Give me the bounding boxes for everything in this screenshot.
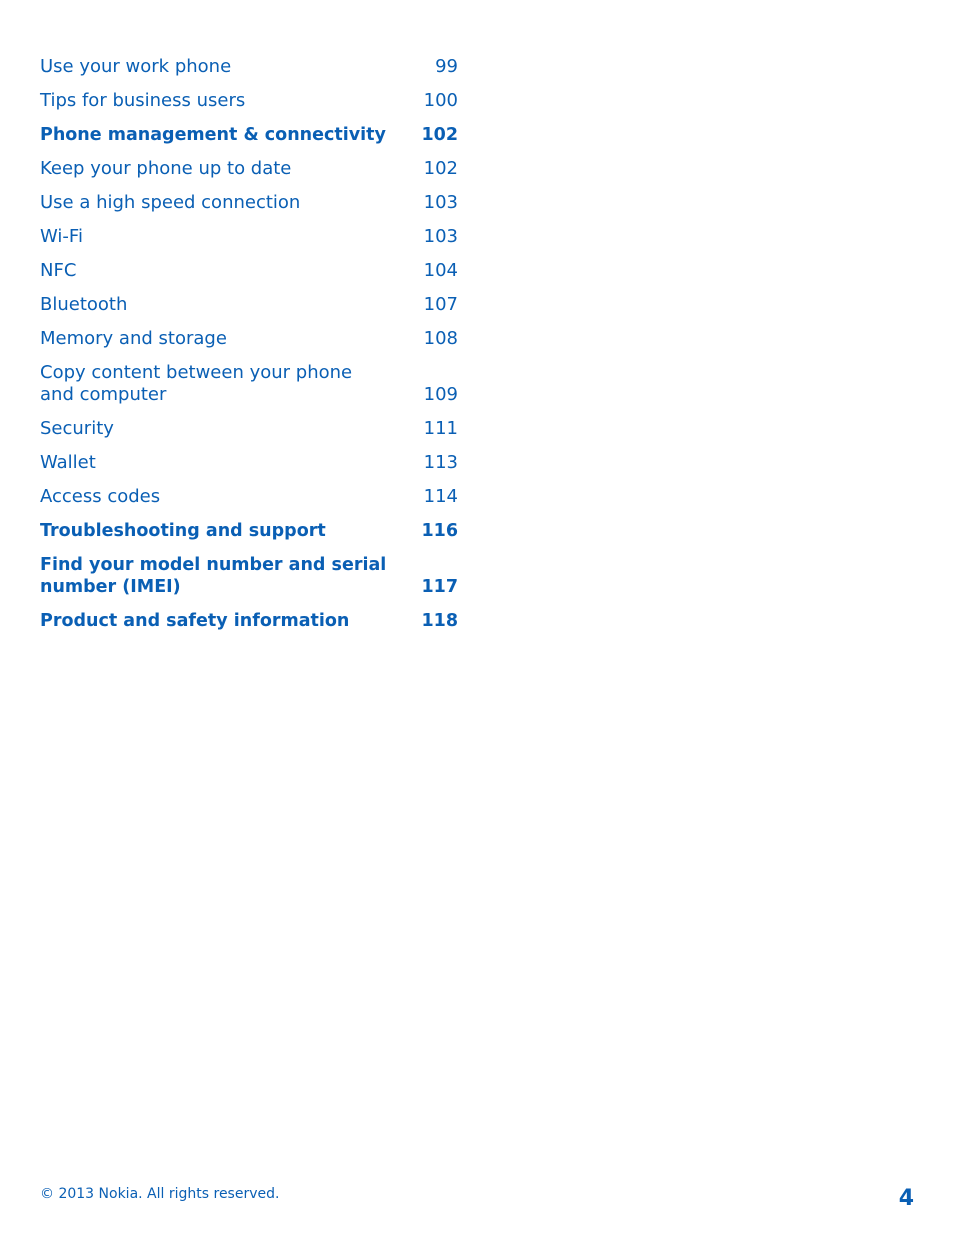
toc-entry[interactable]: [40, 158, 458, 180]
toc-entry-title: Copy content between your phone and computer: [40, 362, 353, 405]
toc-entry[interactable]: [40, 452, 458, 474]
toc-entry-title: Bluetooth: [40, 294, 128, 315]
toc-entry-title: Tips for business users: [40, 90, 246, 111]
toc-entry-page: 113: [423, 452, 458, 473]
toc-entry[interactable]: [40, 362, 458, 406]
toc-entry[interactable]: [40, 294, 458, 316]
toc-entry-title: Find your model number and serial number (IMEI): [40, 555, 387, 597]
toc-section-heading[interactable]: [40, 554, 458, 598]
toc-entry[interactable]: [40, 56, 458, 78]
toc-entry-page: 107: [423, 294, 458, 315]
toc-entry-title: Access codes: [40, 486, 161, 507]
toc-entry-page: 109: [423, 384, 458, 405]
copyright-notice: © 2013 Nokia. All rights reserved.: [40, 1186, 280, 1202]
toc-entry-title: Wallet: [40, 452, 96, 473]
toc-entry-page: 104: [423, 260, 458, 281]
toc-entry[interactable]: [40, 486, 458, 508]
table-of-contents: [40, 56, 458, 644]
toc-entry[interactable]: [40, 418, 458, 440]
toc-entry-page: 111: [423, 418, 458, 439]
toc-section-heading[interactable]: [40, 610, 458, 632]
toc-entry-page: 102: [423, 158, 458, 179]
toc-entry-page: 102: [421, 125, 458, 145]
toc-entry[interactable]: [40, 90, 458, 112]
toc-entry-title: Troubleshooting and support: [40, 521, 326, 541]
toc-entry-page: 108: [423, 328, 458, 349]
toc-entry-title: Memory and storage: [40, 328, 227, 349]
toc-entry-page: 100: [423, 90, 458, 111]
toc-entry-page: 116: [421, 521, 458, 541]
toc-entry-title: Security: [40, 418, 114, 439]
toc-entry-title: Use a high speed connection: [40, 192, 301, 213]
toc-entry-page: 117: [421, 577, 458, 597]
page-number: 4: [898, 1186, 914, 1211]
toc-entry-title: Wi-Fi: [40, 226, 83, 247]
toc-entry[interactable]: [40, 192, 458, 214]
toc-entry-page: 103: [423, 226, 458, 247]
toc-entry-title: Keep your phone up to date: [40, 158, 292, 179]
toc-entry[interactable]: [40, 260, 458, 282]
toc-entry-title: Product and safety information: [40, 611, 350, 631]
toc-entry-title: Use your work phone: [40, 56, 232, 77]
toc-entry-page: 118: [421, 611, 458, 631]
toc-section-heading[interactable]: [40, 520, 458, 542]
toc-entry-page: 99: [435, 56, 458, 77]
toc-entry-page: 103: [423, 192, 458, 213]
toc-entry-page: 114: [423, 486, 458, 507]
toc-entry[interactable]: [40, 226, 458, 248]
toc-entry-title: Phone management & connectivity: [40, 125, 386, 145]
toc-entry-title: NFC: [40, 260, 77, 281]
toc-entry[interactable]: [40, 328, 458, 350]
toc-section-heading[interactable]: [40, 124, 458, 146]
